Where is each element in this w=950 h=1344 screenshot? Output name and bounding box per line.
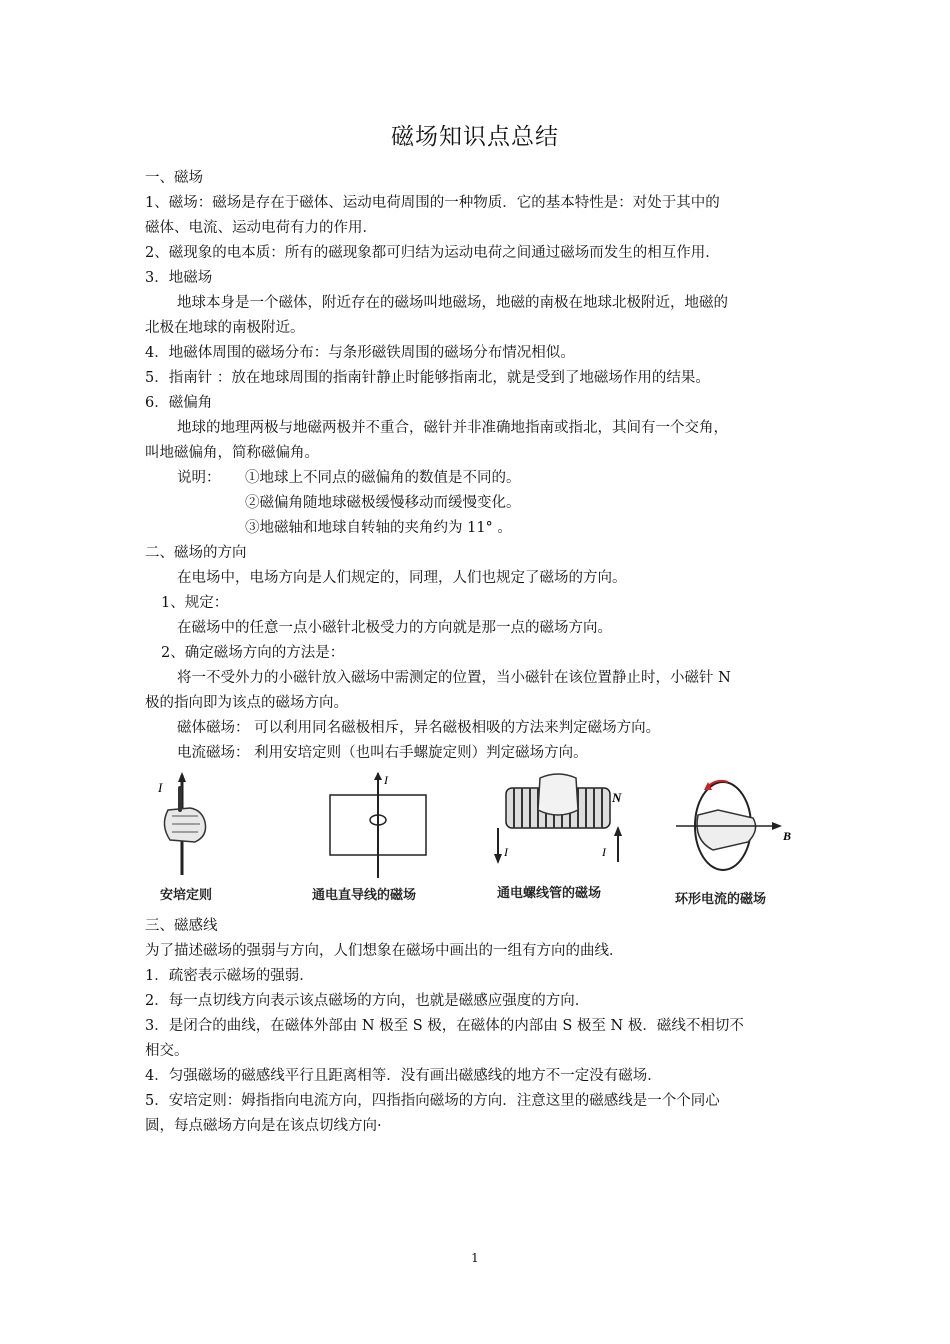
solenoid-illustration (488, 770, 628, 870)
paragraph-line: 相交。 (145, 1043, 189, 1059)
paragraph-line: 将一不受外力的小磁针放入磁场中需测定的位置，当小磁针在该位置静止时，小磁针 N (177, 670, 731, 686)
paragraph-line: 在磁场中的任意一点小磁针北极受力的方向就是那一点的磁场方向。 (177, 620, 612, 636)
figure-straight-wire (318, 770, 438, 880)
figure-caption: 通电螺线管的磁场 (497, 886, 602, 901)
note-item: ①地球上不同点的磁偏角的数值是不同的。 (245, 470, 521, 486)
section-heading: 二、磁场的方向 (145, 545, 247, 561)
paragraph-line: 磁体、电流、运动电荷有力的作用． (145, 220, 377, 236)
paragraph-line: 电流磁场： 利用安培定则（也叫右手螺旋定则）判定磁场方向。 (177, 745, 588, 761)
figure-caption: 通电直导线的磁场 (312, 888, 417, 903)
document-title: 磁场知识点总结 (391, 124, 559, 150)
figure-ring-current (668, 770, 798, 880)
paragraph-line: 地球的地理两极与地磁两极并不重合，磁针并非准确地指南或指北，其间有一个交角， (177, 420, 728, 436)
paragraph-line: 叫地磁偏角，简称磁偏角。 (145, 445, 319, 461)
paragraph-line: 2、磁现象的电本质：所有的磁现象都可归结为运动电荷之间通过磁场而发生的相互作用． (145, 245, 720, 261)
svg-text:I: I (504, 845, 508, 859)
svg-text:I: I (384, 773, 388, 787)
note-item: ③地磁轴和地球自转轴的夹角约为 11° 。 (245, 520, 512, 536)
paragraph-line: 在电场中，电场方向是人们规定的，同理，人们也规定了磁场的方向。 (177, 570, 627, 586)
subheading: 6．磁偏角 (145, 395, 213, 411)
section-heading: 一、磁场 (145, 170, 203, 186)
subheading: 3．地磁场 (145, 270, 213, 286)
page-number: 1 (471, 1251, 479, 1265)
subheading: 1、规定： (161, 595, 229, 611)
figure-caption: 安培定则 (160, 888, 213, 903)
straight-wire-illustration (318, 770, 438, 880)
figure-ampere-rule (150, 770, 230, 880)
svg-text:I: I (602, 845, 606, 859)
paragraph-line: 4．匀强磁场的磁感线平行且距离相等．没有画出磁感线的地方不一定没有磁场． (145, 1068, 662, 1084)
note-item: ②磁偏角随地球磁极缓慢移动而缓慢变化。 (245, 495, 521, 511)
svg-text:N: N (612, 790, 622, 805)
paragraph-line: 极的指向即为该点的磁场方向。 (145, 695, 348, 711)
section-heading: 三、磁感线 (145, 918, 218, 934)
paragraph-line: 1、磁场：磁场是存在于磁体、运动电荷周围的一种物质．它的基本特性是：对处于其中的 (145, 195, 720, 211)
paragraph-line: 圆，每点磁场方向是在该点切线方向· (145, 1118, 382, 1134)
svg-text:I: I (158, 780, 163, 795)
paragraph-line: 2．每一点切线方向表示该点磁场的方向，也就是磁感应强度的方向． (145, 993, 590, 1009)
hand-wire-illustration (150, 770, 230, 880)
paragraph-line: 为了描述磁场的强弱与方向，人们想象在磁场中画出的一组有方向的曲线． (145, 943, 624, 959)
paragraph-line: 5．安培定则：姆指指向电流方向，四指指向磁场的方向．注意这里的磁感线是一个个同心 (145, 1093, 720, 1109)
figure-solenoid (488, 770, 628, 870)
paragraph-line: 磁体磁场： 可以利用同名磁极相斥，异名磁极相吸的方法来判定磁场方向。 (177, 720, 661, 736)
paragraph-line: 4．地磁体周围的磁场分布：与条形磁铁周围的磁场分布情况相似。 (145, 345, 575, 361)
svg-text:B: B (783, 829, 792, 843)
paragraph-line: 北极在地球的南极附近。 (145, 320, 305, 336)
figure-caption: 环形电流的磁场 (675, 892, 767, 907)
paragraph-line: 1．疏密表示磁场的强弱． (145, 968, 314, 984)
note-label: 说明： (177, 470, 221, 486)
paragraph-line: 地球本身是一个磁体，附近存在的磁场叫地磁场，地磁的南极在地球北极附近，地磁的 (177, 295, 728, 311)
paragraph-line: 3．是闭合的曲线，在磁体外部由 N 极至 S 极，在磁体的内部由 S 极至 N 极．磁线不相切不 (145, 1018, 744, 1034)
ring-current-illustration (668, 770, 798, 880)
subheading: 2、确定磁场方向的方法是： (161, 645, 345, 661)
paragraph-line: 5．指南针 ：放在地球周围的指南针静止时能够指南北，就是受到了地磁场作用的结果。 (145, 370, 710, 386)
